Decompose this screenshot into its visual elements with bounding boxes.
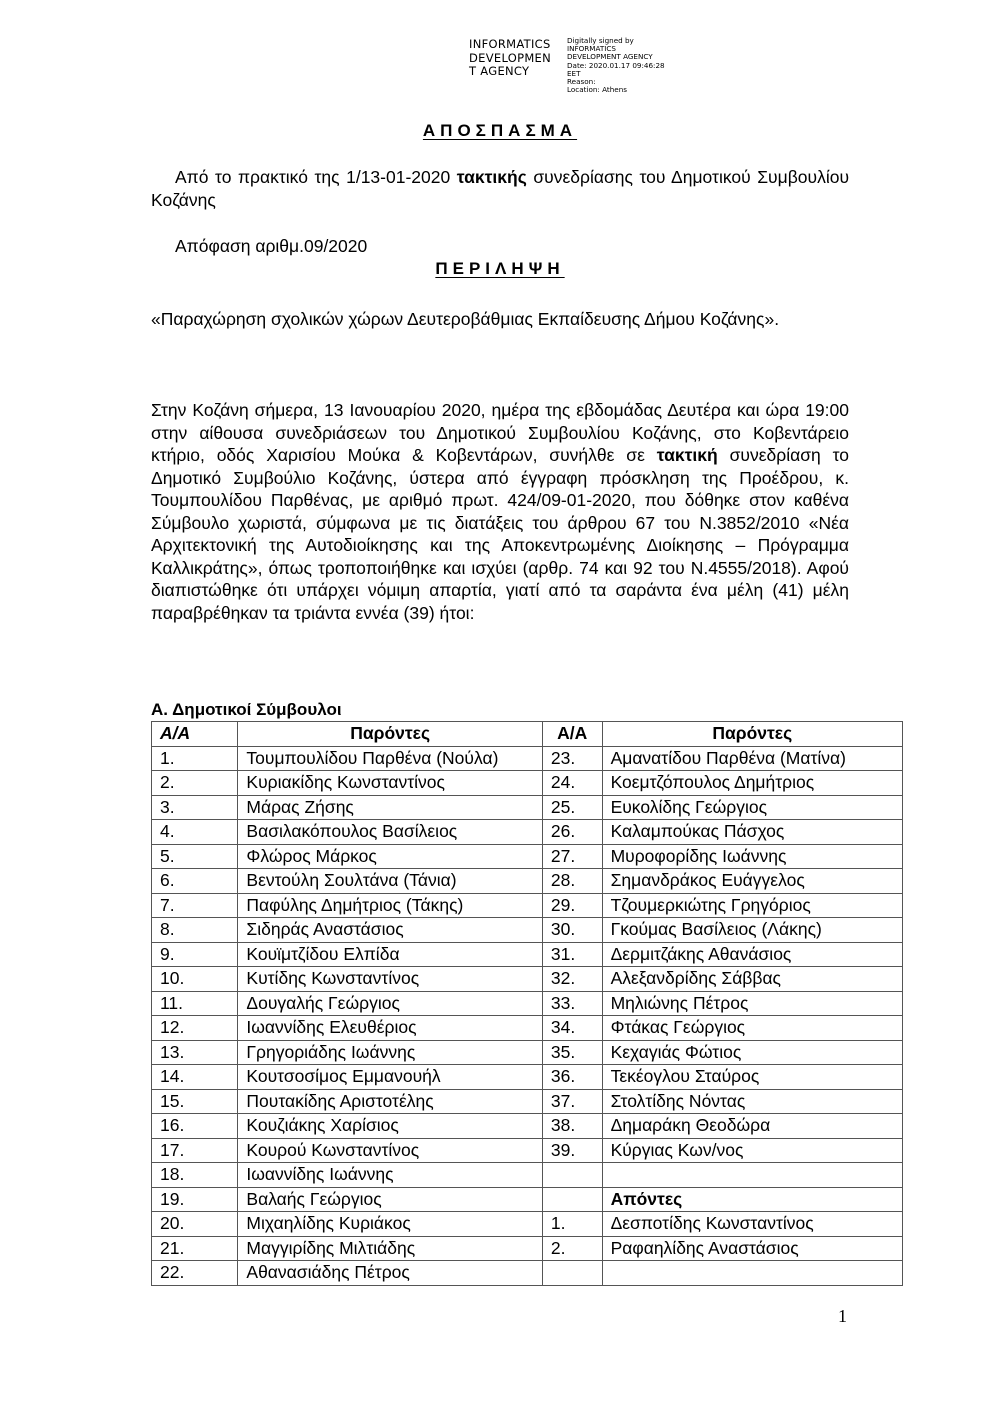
- row-index-right: 2.: [542, 1236, 602, 1261]
- row-member-left: Δουγαλής Γεώργιος: [238, 991, 543, 1016]
- signature-organization: [469, 38, 551, 79]
- intro-paragraph: [151, 166, 849, 211]
- absent-heading: Απόντες: [602, 1187, 902, 1212]
- row-member-left: Κυτίδης Κωνσταντίνος: [238, 967, 543, 992]
- table-row: [152, 1016, 903, 1041]
- table-row: [152, 1163, 903, 1188]
- table-row: [152, 1040, 903, 1065]
- row-member-left: Μαγγιρίδης Μιλτιάδης: [238, 1236, 543, 1261]
- row-member-right: Σημανδράκος Ευάγγελος: [602, 869, 902, 894]
- table-row: [152, 1114, 903, 1139]
- row-index-left: 16.: [152, 1114, 238, 1139]
- row-member-right: Ευκολίδης Γεώργιος: [602, 795, 902, 820]
- document-title: ΑΠΟΣΠΑΣΜΑ: [422, 121, 578, 140]
- signature-org-line: T AGENCY: [469, 64, 530, 78]
- body-bold: τακτική: [656, 445, 718, 465]
- row-index-left: 11.: [152, 991, 238, 1016]
- row-index-right: 34.: [542, 1016, 602, 1041]
- row-index-left: 22.: [152, 1261, 238, 1286]
- signature-org-line: INFORMATICS: [469, 37, 551, 51]
- row-index-right: 25.: [542, 795, 602, 820]
- table-row: [152, 1236, 903, 1261]
- row-member-right: Κοεμτζόπουλος Δημήτριος: [602, 771, 902, 796]
- signature-org-line: DEVELOPMEN: [469, 50, 552, 65]
- row-index-right: 36.: [542, 1065, 602, 1090]
- row-member-right: Τεκέογλου Σταύρος: [602, 1065, 902, 1090]
- row-member-right: Ραφαηλίδης Αναστάσιος: [602, 1236, 902, 1261]
- signature-meta-line: DEVELOPMENT AGENCY: [567, 52, 653, 62]
- page-number: 1: [838, 1306, 847, 1326]
- row-index-right: [542, 1163, 602, 1188]
- table-row: [152, 918, 903, 943]
- body-paragraph: [151, 399, 849, 624]
- row-member-left: Σιδηράς Αναστάσιος: [238, 918, 543, 943]
- row-index-left: 4.: [152, 820, 238, 845]
- row-member-right: Αμανατίδου Παρθένα (Ματίνα): [602, 746, 902, 771]
- row-index-left: 7.: [152, 893, 238, 918]
- row-index-left: 2.: [152, 771, 238, 796]
- row-member-right: Αλεξανδρίδης Σάββας: [602, 967, 902, 992]
- row-member-right: Στολτίδης Νόντας: [602, 1089, 902, 1114]
- table-row: [152, 869, 903, 894]
- row-member-right: Μυροφορίδης Ιωάννης: [602, 844, 902, 869]
- row-index-left: 14.: [152, 1065, 238, 1090]
- signature-meta-line: INFORMATICS: [567, 44, 616, 54]
- row-member-right: Καλαμπούκας Πάσχος: [602, 820, 902, 845]
- body-part2: συνεδρίαση το Δημοτικό Συμβούλιο Κοζάνης, ύστερα από έγγραφη πρόσκληση της Προέδρου, κ. Τουμπουλίδου Παρθένας, με αριθμό πρωτ. 424/09-01-2020, που δόθηκε στον καθένα Σύμβουλο χωριστά, σύμφωνα με τις διατάξεις του άρθρου 67 του Ν.3852/2010 «Νέα Αρχιτεκτονική της Αυτοδιοίκησης και της Αποκεντρωμένης Διοίκησης – Πρόγραμμα Καλλικράτης», όπως τροποποιήθηκε και ισχύει (αρθρ. 74 και 92 του Ν.4555/2018). Αφού διαπιστώθηκε ότι υπάρχει νόμιμη απαρτία, γιατί από τα σαράντα ένα μέλη (41) μέλη παραβρέθηκαν τα τριάντα εννέα (39) ήτοι:: [151, 445, 849, 623]
- header-present-left: Παρόντες: [238, 722, 543, 747]
- row-member-left: Γρηγοριάδης Ιωάννης: [238, 1040, 543, 1065]
- row-index-left: 21.: [152, 1236, 238, 1261]
- table-row: [152, 1212, 903, 1237]
- summary-title: ΠΕΡΙΛΗΨΗ: [435, 259, 565, 278]
- header-index-right: Α/Α: [542, 722, 602, 747]
- header-index-left: Α/Α: [152, 722, 238, 747]
- row-index-right: 23.: [542, 746, 602, 771]
- table-row: [152, 893, 903, 918]
- signature-meta-line: Digitally signed by: [567, 36, 634, 45]
- row-index-left: 15.: [152, 1089, 238, 1114]
- decision-number: Απόφαση αριθμ.09/2020: [175, 236, 368, 256]
- row-member-left: Ιωαννίδης Ελευθέριος: [238, 1016, 543, 1041]
- row-member-right: Κεχαγιάς Φώτιος: [602, 1040, 902, 1065]
- row-index-left: 13.: [152, 1040, 238, 1065]
- table-row: [152, 942, 903, 967]
- row-index-left: 3.: [152, 795, 238, 820]
- table-row: [152, 844, 903, 869]
- row-member-left: Βαλαής Γεώργιος: [238, 1187, 543, 1212]
- row-index-right: 29.: [542, 893, 602, 918]
- row-member-left: Μάρας Ζήσης: [238, 795, 543, 820]
- signature-details: [567, 37, 665, 94]
- row-index-right: 30.: [542, 918, 602, 943]
- row-member-left: Κουρού Κωνσταντίνος: [238, 1138, 543, 1163]
- table-row: [152, 1261, 903, 1286]
- row-member-left: Κυριακίδης Κωνσταντίνος: [238, 771, 543, 796]
- row-member-left: Παφύλης Δημήτριος (Τάκης): [238, 893, 543, 918]
- signature-meta-line: Date: 2020.01.17 09:46:28: [567, 60, 665, 70]
- row-member-right: Τζουμερκιώτης Γρηγόριος: [602, 893, 902, 918]
- row-member-right: [602, 1163, 902, 1188]
- table-row: [152, 967, 903, 992]
- row-index-right: 38.: [542, 1114, 602, 1139]
- row-index-left: 5.: [152, 844, 238, 869]
- row-member-right: Δεσποτίδης Κωνσταντίνος: [602, 1212, 902, 1237]
- row-member-left: Φλώρος Μάρκος: [238, 844, 543, 869]
- signature-meta-line: EET: [567, 68, 581, 78]
- row-index-right: 32.: [542, 967, 602, 992]
- signature-meta-line: Location: Athens: [567, 85, 627, 95]
- table-row: [152, 820, 903, 845]
- row-member-right: Γκούμας Βασίλειος (Λάκης): [602, 918, 902, 943]
- row-index-left: 18.: [152, 1163, 238, 1188]
- row-index-right: 1.: [542, 1212, 602, 1237]
- row-member-left: Πουτακίδης Αριστοτέλης: [238, 1089, 543, 1114]
- row-index-left: 19.: [152, 1187, 238, 1212]
- row-member-right: Κύργιας Κων/νος: [602, 1138, 902, 1163]
- row-index-right: 35.: [542, 1040, 602, 1065]
- row-index-left: 6.: [152, 869, 238, 894]
- members-table: [151, 721, 903, 1286]
- row-index-left: 10.: [152, 967, 238, 992]
- row-index-left: 1.: [152, 746, 238, 771]
- row-member-right: Δημαράκη Θεοδώρα: [602, 1114, 902, 1139]
- table-row: [152, 746, 903, 771]
- table-row: [152, 771, 903, 796]
- row-index-left: 9.: [152, 942, 238, 967]
- row-index-right: 26.: [542, 820, 602, 845]
- row-index-left: 17.: [152, 1138, 238, 1163]
- row-index-right: 24.: [542, 771, 602, 796]
- table-row: [152, 991, 903, 1016]
- table-row: [152, 795, 903, 820]
- table-row: [152, 1089, 903, 1114]
- table-header-row: [152, 722, 903, 747]
- intro-suffix: συνεδρίασης του Δημοτικού Συμβουλίου Κοζάνης: [151, 167, 850, 210]
- subject-paragraph: «Παραχώρηση σχολικών χώρων Δευτεροβάθμιας Εκπαίδευσης Δήμου Κοζάνης».: [151, 309, 780, 329]
- row-index-left: 20.: [152, 1212, 238, 1237]
- row-index-right: [542, 1261, 602, 1286]
- row-index-right: 37.: [542, 1089, 602, 1114]
- row-member-right: [602, 1261, 902, 1286]
- signature-meta-line: Reason:: [567, 77, 596, 87]
- table-row: [152, 1065, 903, 1090]
- intro-bold: τακτικής: [456, 167, 527, 187]
- table-row: [152, 1138, 903, 1163]
- row-index-left: 12.: [152, 1016, 238, 1041]
- row-index-left: 8.: [152, 918, 238, 943]
- row-member-left: Κουϊμτζίδου Ελπίδα: [238, 942, 543, 967]
- header-present-right: Παρόντες: [602, 722, 902, 747]
- row-member-right: Φτάκας Γεώργιος: [602, 1016, 902, 1041]
- row-member-left: Κουζιάκης Χαρίσιος: [238, 1114, 543, 1139]
- row-index-right: [542, 1187, 602, 1212]
- row-index-right: 27.: [542, 844, 602, 869]
- row-index-right: 31.: [542, 942, 602, 967]
- table-row: [152, 1187, 903, 1212]
- section-title: Α. Δημοτικοί Σύμβουλοι: [151, 700, 342, 719]
- intro-prefix: Από το πρακτικό της 1/13-01-2020: [175, 167, 457, 187]
- row-member-left: Τουμπουλίδου Παρθένα (Νούλα): [238, 746, 543, 771]
- row-member-left: Βασιλακόπουλος Βασίλειος: [238, 820, 543, 845]
- row-member-left: Ιωαννίδης Ιωάννης: [238, 1163, 543, 1188]
- row-index-right: 33.: [542, 991, 602, 1016]
- row-member-left: Μιχαηλίδης Κυριάκος: [238, 1212, 543, 1237]
- row-index-right: 39.: [542, 1138, 602, 1163]
- row-member-left: Βεντούλη Σουλτάνα (Τάνια): [238, 869, 543, 894]
- row-index-right: 28.: [542, 869, 602, 894]
- row-member-left: Κουτσοσίμος Εμμανουήλ: [238, 1065, 543, 1090]
- row-member-right: Δερμιτζάκης Αθανάσιος: [602, 942, 902, 967]
- row-member-right: Μηλιώνης Πέτρος: [602, 991, 902, 1016]
- body-part1: Στην Κοζάνη σήμερα, 13 Ιανουαρίου 2020, ημέρα της εβδομάδας Δευτέρα και ώρα 19:00 στην αίθουσα συνεδριάσεων του Δημοτικού Συμβουλίου Κοζάνης, στο Κοβεντάρειο κτήριο, οδός Χαρισίου Μούκα & Κοβεντάρων, συνήλθε σε: [151, 400, 849, 465]
- row-member-left: Αθανασιάδης Πέτρος: [238, 1261, 543, 1286]
